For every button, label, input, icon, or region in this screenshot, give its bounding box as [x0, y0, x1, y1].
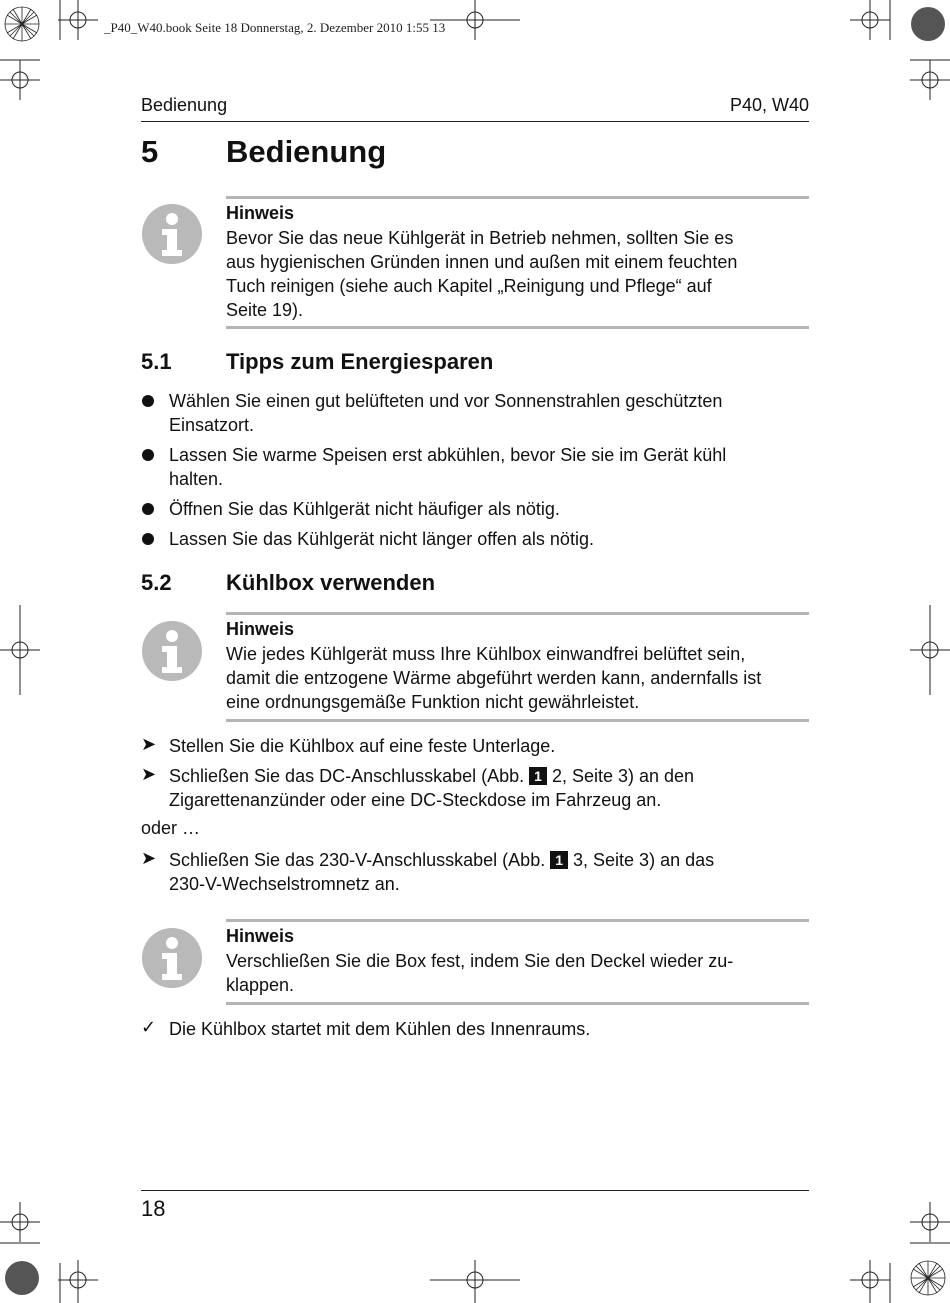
page-number: 18 — [141, 1196, 166, 1221]
note-line: Tuch reinigen (siehe auch Kapitel „Reinigung und Pflege“ auf — [226, 276, 712, 296]
step-text: Schließen Sie das 230-V-Anschlusskabel (Abb. — [169, 850, 551, 870]
registration-target-icon — [850, 0, 890, 40]
note-line: klappen. — [226, 975, 295, 995]
checkmark-icon: ✓ — [141, 1017, 157, 1037]
step-item: Stellen Sie die Kühlbox auf eine feste Unterlage. — [169, 736, 556, 756]
step-text: Schließen Sie das DC-Anschlusskabel (Abb. — [169, 766, 530, 786]
running-header-section: Bedienung — [141, 95, 228, 115]
figure-reference-badge: 1 — [550, 851, 568, 869]
note-line: damit die entzogene Wärme abgeführt werden kann, andernfalls ist — [226, 668, 762, 688]
figure-reference-badge: 1 — [529, 767, 547, 785]
note-line: Wie jedes Kühlgerät muss Ihre Kühlbox einwandfrei belüftet sein, — [226, 644, 746, 664]
result-item: Die Kühlbox startet mit dem Kühlen des Innenraums. — [169, 1019, 591, 1039]
step-arrow-icon: ➤ — [141, 848, 157, 868]
note-line: Verschließen Sie die Box fest, indem Sie den Deckel wieder zu- — [226, 951, 734, 971]
step-line: 230-V-Wechselstromnetz an. — [169, 874, 400, 894]
note-title: Hinweis — [226, 926, 295, 946]
step-line: Zigarettenanzünder oder eine DC-Steckdose im Fahrzeug an. — [169, 790, 662, 810]
chapter-title: Bedienung — [226, 134, 387, 169]
registration-target-icon — [430, 0, 520, 40]
note-line: aus hygienischen Gründen innen und außen mit einem feuchten — [226, 252, 738, 272]
bullet-line: Einsatzort. — [169, 415, 255, 435]
note-title: Hinweis — [226, 203, 295, 223]
note-line: eine ordnungsgemäße Funktion nicht gewährleistet. — [226, 692, 640, 712]
registration-target-icon — [58, 0, 98, 40]
alternative-connector: oder … — [141, 818, 201, 838]
bullet-line: Öffnen Sie das Kühlgerät nicht häufiger als nötig. — [169, 499, 560, 519]
section-title: Tipps zum Energiesparen — [226, 349, 494, 374]
print-slug: _P40_W40.book Seite 18 Donnerstag, 2. Dezember 2010 1:55 13 — [104, 20, 446, 35]
bullet-line: Lassen Sie das Kühlgerät nicht länger offen als nötig. — [169, 529, 594, 549]
section-number: 5.2 — [141, 570, 172, 595]
chapter-number: 5 — [141, 134, 159, 169]
bullet-line: halten. — [169, 469, 224, 489]
step-arrow-icon: ➤ — [141, 764, 157, 784]
note-line: Bevor Sie das neue Kühlgerät in Betrieb nehmen, sollten Sie es — [226, 228, 734, 248]
section-title: Kühlbox verwenden — [226, 570, 436, 595]
note-title: Hinweis — [226, 619, 295, 639]
step-text: 2, Seite 3) an den — [546, 766, 695, 786]
note-line: Seite 19). — [226, 300, 304, 320]
section-number: 5.1 — [141, 349, 172, 374]
step-text: 3, Seite 3) an das — [568, 850, 715, 870]
step-arrow-icon: ➤ — [141, 734, 157, 754]
bullet-line: Wählen Sie einen gut belüfteten und vor Sonnenstrahlen geschützten — [169, 391, 723, 411]
bullet-line: Lassen Sie warme Speisen erst abkühlen, bevor Sie sie im Gerät kühl — [169, 445, 727, 465]
running-header-model: P40, W40 — [729, 95, 809, 115]
